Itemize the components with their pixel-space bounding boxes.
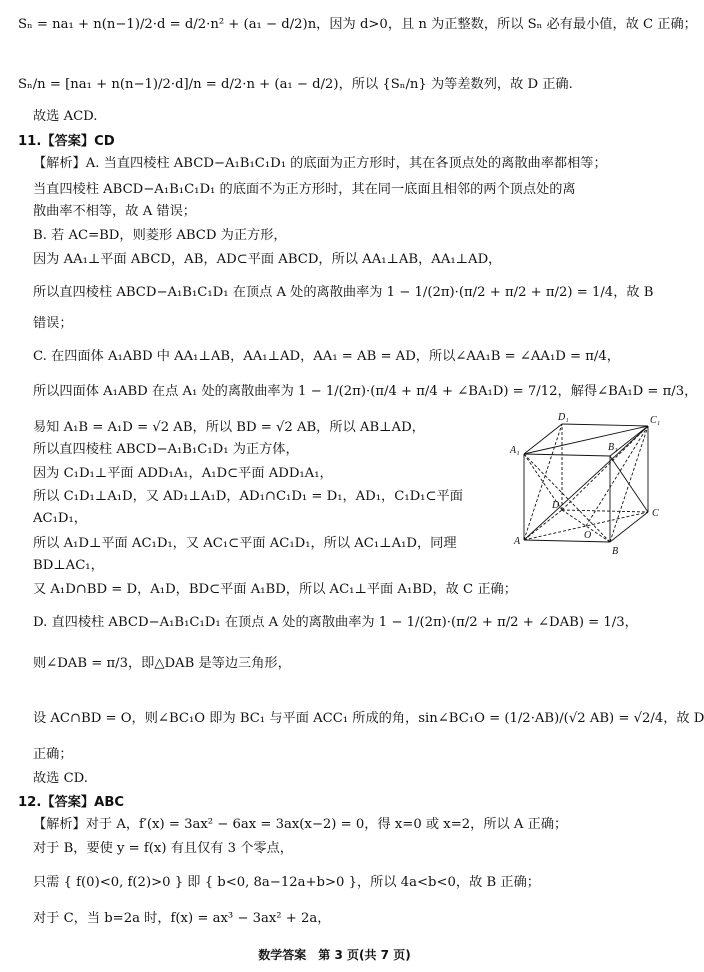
text-line: 因为 AA₁⊥平面 ABCD，AB，AD⊂平面 ABCD，所以 AA₁⊥AB，AA₁⊥AD，	[33, 252, 502, 267]
edge-A1-B1	[524, 454, 610, 456]
text-line: 对于 C，当 b=2a 时，f(x) = ax³ − 3ax² + 2a，	[33, 911, 331, 926]
text-line: 则∠DAB = π/3，即△DAB 是等边三角形，	[33, 656, 291, 671]
text-line: 错误；	[33, 316, 73, 331]
label-A1: A₁	[510, 445, 520, 456]
edge-A1-B	[524, 454, 610, 542]
edge-D-C	[562, 510, 648, 512]
text-line: 所以四面体 A₁ABD 在点 A₁ 处的离散曲率为 1 − 1/(2π)·(π/4 + π/4 + ∠BA₁D) = 7/12，解得∠BA₁D = π/3，	[33, 384, 698, 399]
edge-A-D	[524, 510, 562, 540]
text-line: 所以 A₁D⊥平面 AC₁D₁，又 AC₁⊂平面 AC₁D₁，所以 AC₁⊥A₁D，同理	[33, 536, 457, 551]
text-line: 因为 C₁D₁⊥平面 ADD₁A₁，A₁D⊂平面 ADD₁A₁，	[33, 466, 333, 481]
label-B: B	[612, 546, 619, 557]
text-line: BD⊥AC₁，	[33, 558, 104, 573]
text-line: 12.【答案】ABC	[18, 795, 125, 810]
edge-D-C1	[562, 426, 648, 510]
text-line: 所以直四棱柱 ABCD−A₁B₁C₁D₁ 为正方体，	[33, 442, 299, 457]
label-D: D	[552, 500, 560, 511]
label-A: A	[514, 536, 521, 547]
label-D1: D₁	[558, 412, 569, 423]
text-line: 对于 B，要使 y = f(x) 有且仅有 3 个零点，	[33, 841, 293, 856]
text-line: 只需 { f(0)<0, f(2)>0 } 即 { b<0, 8a−12a+b>0 }，所以 4a<b<0，故 B 正确；	[33, 875, 540, 890]
text-line: 所以 C₁D₁⊥A₁D，又 AD₁⊥A₁D，AD₁∩C₁D₁ = D₁，AD₁，C₁D₁⊂平面	[33, 489, 463, 504]
text-line: 当直四棱柱 ABCD−A₁B₁C₁D₁ 的底面不为正方形时，其在同一底面且相邻的两个顶点处的离	[33, 182, 576, 197]
text-line: C. 在四面体 A₁ABD 中 AA₁⊥AB，AA₁⊥AD，AA₁ = AB = AD，所以∠AA₁B = ∠AA₁D = π/4，	[33, 349, 620, 364]
text-line: 所以直四棱柱 ABCD−A₁B₁C₁D₁ 在顶点 A 处的离散曲率为 1 − 1/(2π)·(π/2 + π/2 + π/2) = 1/4，故 B	[33, 285, 654, 300]
text-line: 又 A₁D∩BD = D，A₁D，BD⊂平面 A₁BD，所以 AC₁⊥平面 A₁BD，故 C 正确；	[33, 582, 517, 597]
label-O: O	[584, 530, 592, 541]
text-line: D. 直四棱柱 ABCD−A₁B₁C₁D₁ 在顶点 A 处的离散曲率为 1 − 1/(2π)·(π/2 + π/2 + ∠DAB) = 1/3，	[33, 615, 638, 630]
text-line: Sₙ = na₁ + n(n−1)/2·d = d/2·n² + (a₁ − d/2)n，因为 d>0，且 n 为正整数，所以 Sₙ 必有最小值，故 C 正确；	[18, 17, 697, 32]
figure-lines	[524, 424, 648, 542]
edge-A-B	[524, 540, 610, 542]
text-line: 故选 CD.	[33, 771, 88, 786]
text-line: 设 AC∩BD = O，则∠BC₁O 即为 BC₁ 与平面 ACC₁ 所成的角，sin∠BC₁O = (1/2·AB)/(√2 AB) = √2/4，故 D	[33, 711, 704, 726]
text-line: 【解析】对于 A，f′(x) = 3ax² − 6ax = 3ax(x−2) = 0，得 x=0 或 x=2，所以 A 正确；	[33, 817, 568, 832]
text-line: Sₙ/n = [na₁ + n(n−1)/2·d]/n = d/2·n + (a₁ − d/2)，所以 {Sₙ/n} 为等差数列，故 D 正确.	[18, 77, 573, 92]
text-line: 易知 A₁B = A₁D = √2 AB，所以 BD = √2 AB，所以 AB⊥AD，	[33, 420, 425, 435]
text-line: 【解析】A. 当直四棱柱 ABCD−A₁B₁C₁D₁ 的底面为正方形时，其在各顶点处的离散曲率都相等；	[33, 156, 607, 171]
text-line: B. 若 AC=BD，则菱形 ABCD 为正方形，	[33, 228, 287, 243]
edge-C1-D1	[562, 424, 648, 426]
label-C1: C₁	[650, 415, 661, 426]
label-B1: B₁	[608, 442, 618, 453]
page-footer: 数学答案 第 3 页(共 7 页)	[258, 948, 411, 962]
label-C: C	[652, 508, 659, 519]
text-line: 故选 ACD.	[33, 109, 98, 124]
edge-A1-C1	[524, 426, 648, 454]
text-line: 散曲率不相等，故 A 错误；	[33, 204, 196, 219]
text-line: 11.【答案】CD	[18, 134, 115, 149]
text-line: AC₁D₁，	[33, 511, 87, 526]
cube-figure	[512, 412, 660, 556]
text-line: 正确；	[33, 747, 73, 762]
